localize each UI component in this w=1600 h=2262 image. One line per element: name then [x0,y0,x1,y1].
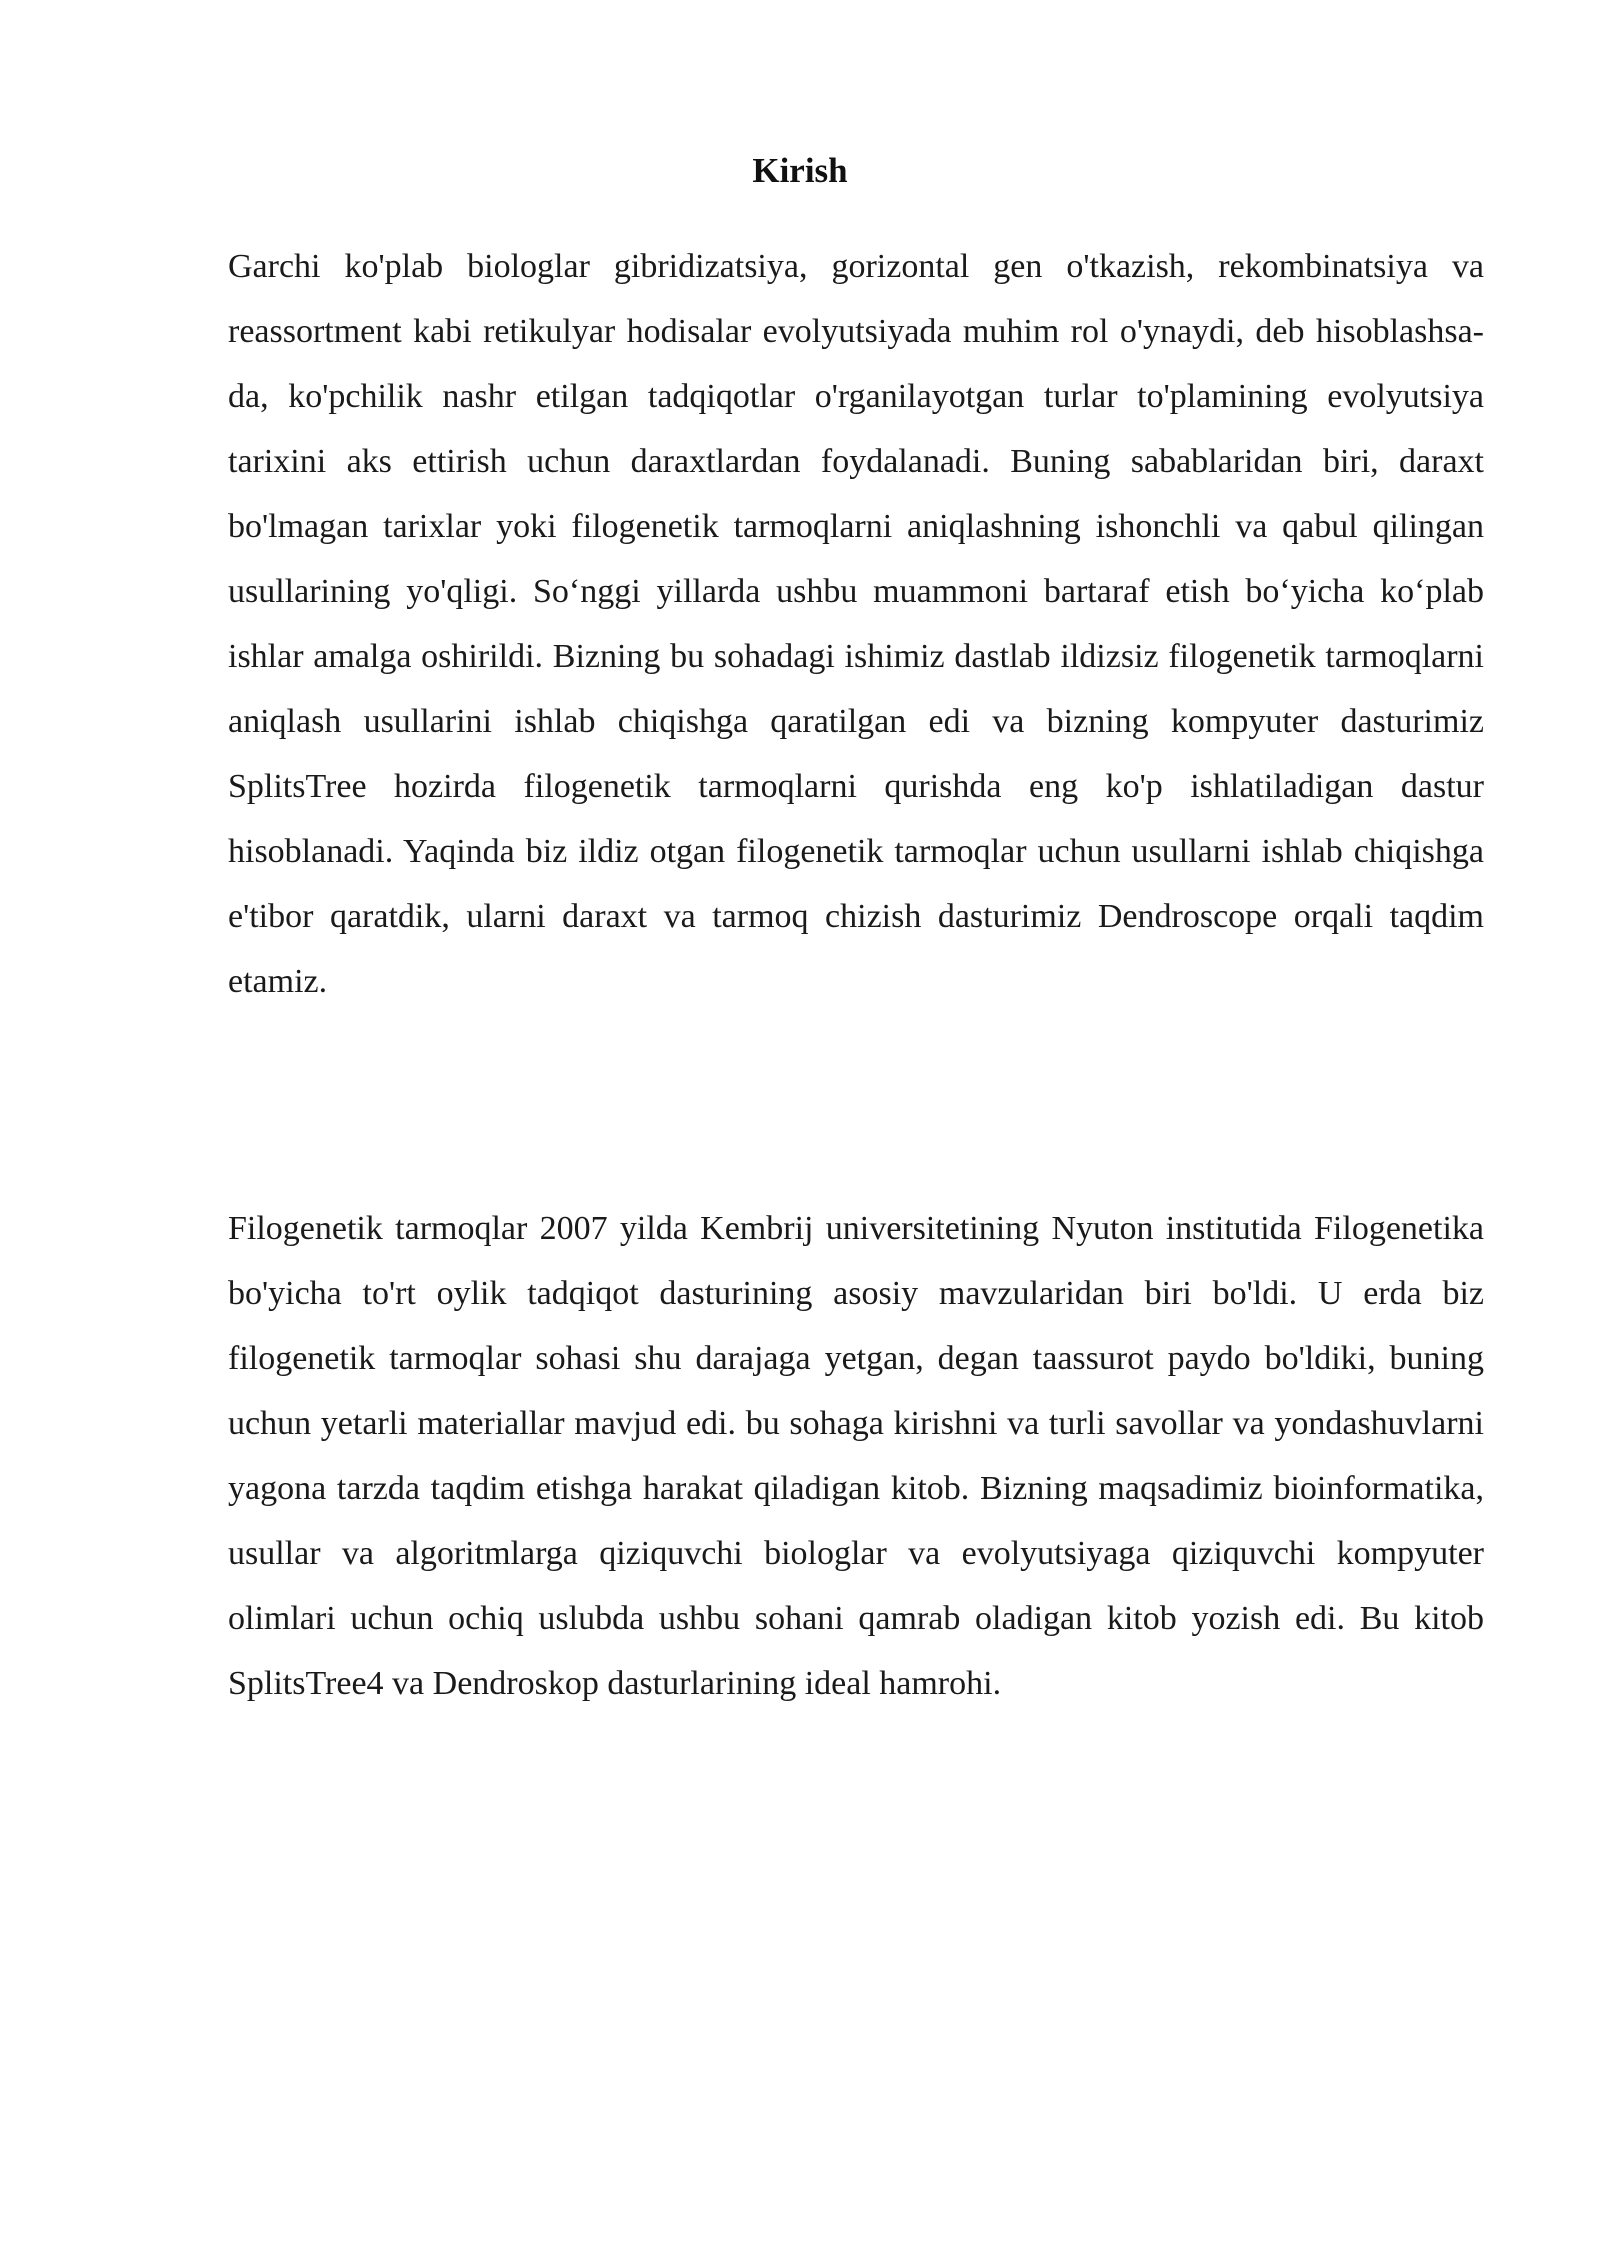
paragraph-introduction-1: Garchi ko'plab biologlar gibridizatsiya, gorizontal gen o'tkazish, rekombinatsiya va reassortment kabi retikulyar hodisalar evolyutsiyada muhim rol o'ynaydi, deb hisoblashsa-da, ko'pchilik nashr etilgan tadqiqotlar o'rganilayotgan turlar to'plamining evolyutsiya tarixini aks ettirish uchun daraxtlardan foydalanadi. Buning sabablaridan biri, daraxt bo'lmagan tarixlar yoki filogenetik tarmoqlarni aniqlashning ishonchli va qabul qilingan usullarining yo'qligi. So‘nggi yillarda ushbu muammoni bartaraf etish bo‘yicha ko‘plab ishlar amalga oshirildi. Bizning bu sohadagi ishimiz dastlab ildizsiz filogenetik tarmoqlarni aniqlash usullarini ishlab chiqishga qaratilgan edi va bizning kompyuter dasturimiz SplitsTree hozirda filogenetik tarmoqlarni qurishda eng ko'p ishlatiladigan dastur hisoblanadi. Yaqinda biz ildiz otgan filogenetik tarmoqlar uchun usullarni ishlab chiqishga e'tibor qaratdik, ularni daraxt va tarmoq chizish dasturimiz Dendroscope orqali taqdim etamiz. [228,248,1484,1000]
page-title: Kirish [752,151,848,190]
paragraph-introduction-2: Filogenetik tarmoqlar 2007 yilda Kembrij universitetining Nyuton institutida Filogenetika bo'yicha to'rt oylik tadqiqot dasturining asosiy mavzularidan biri bo'ldi. U erda biz filogenetik tarmoqlar sohasi shu darajaga yetgan, degan taassurot paydo bo'ldiki, buning uchun yetarli materiallar mavjud edi. bu sohaga kirishni va turli savollar va yondashuvlarni yagona tarzda taqdim etishga harakat qiladigan kitob. Bizning maqsadimiz bioinformatika, usullar va algoritmlarga qiziquvchi biologlar va evolyutsiyaga qiziquvchi kompyuter olimlari uchun ochiq uslubda ushbu sohani qamrab oladigan kitob yozish edi. Bu kitob SplitsTree4 va Dendroskop dasturlarining ideal hamrohi. [228,1210,1484,1702]
